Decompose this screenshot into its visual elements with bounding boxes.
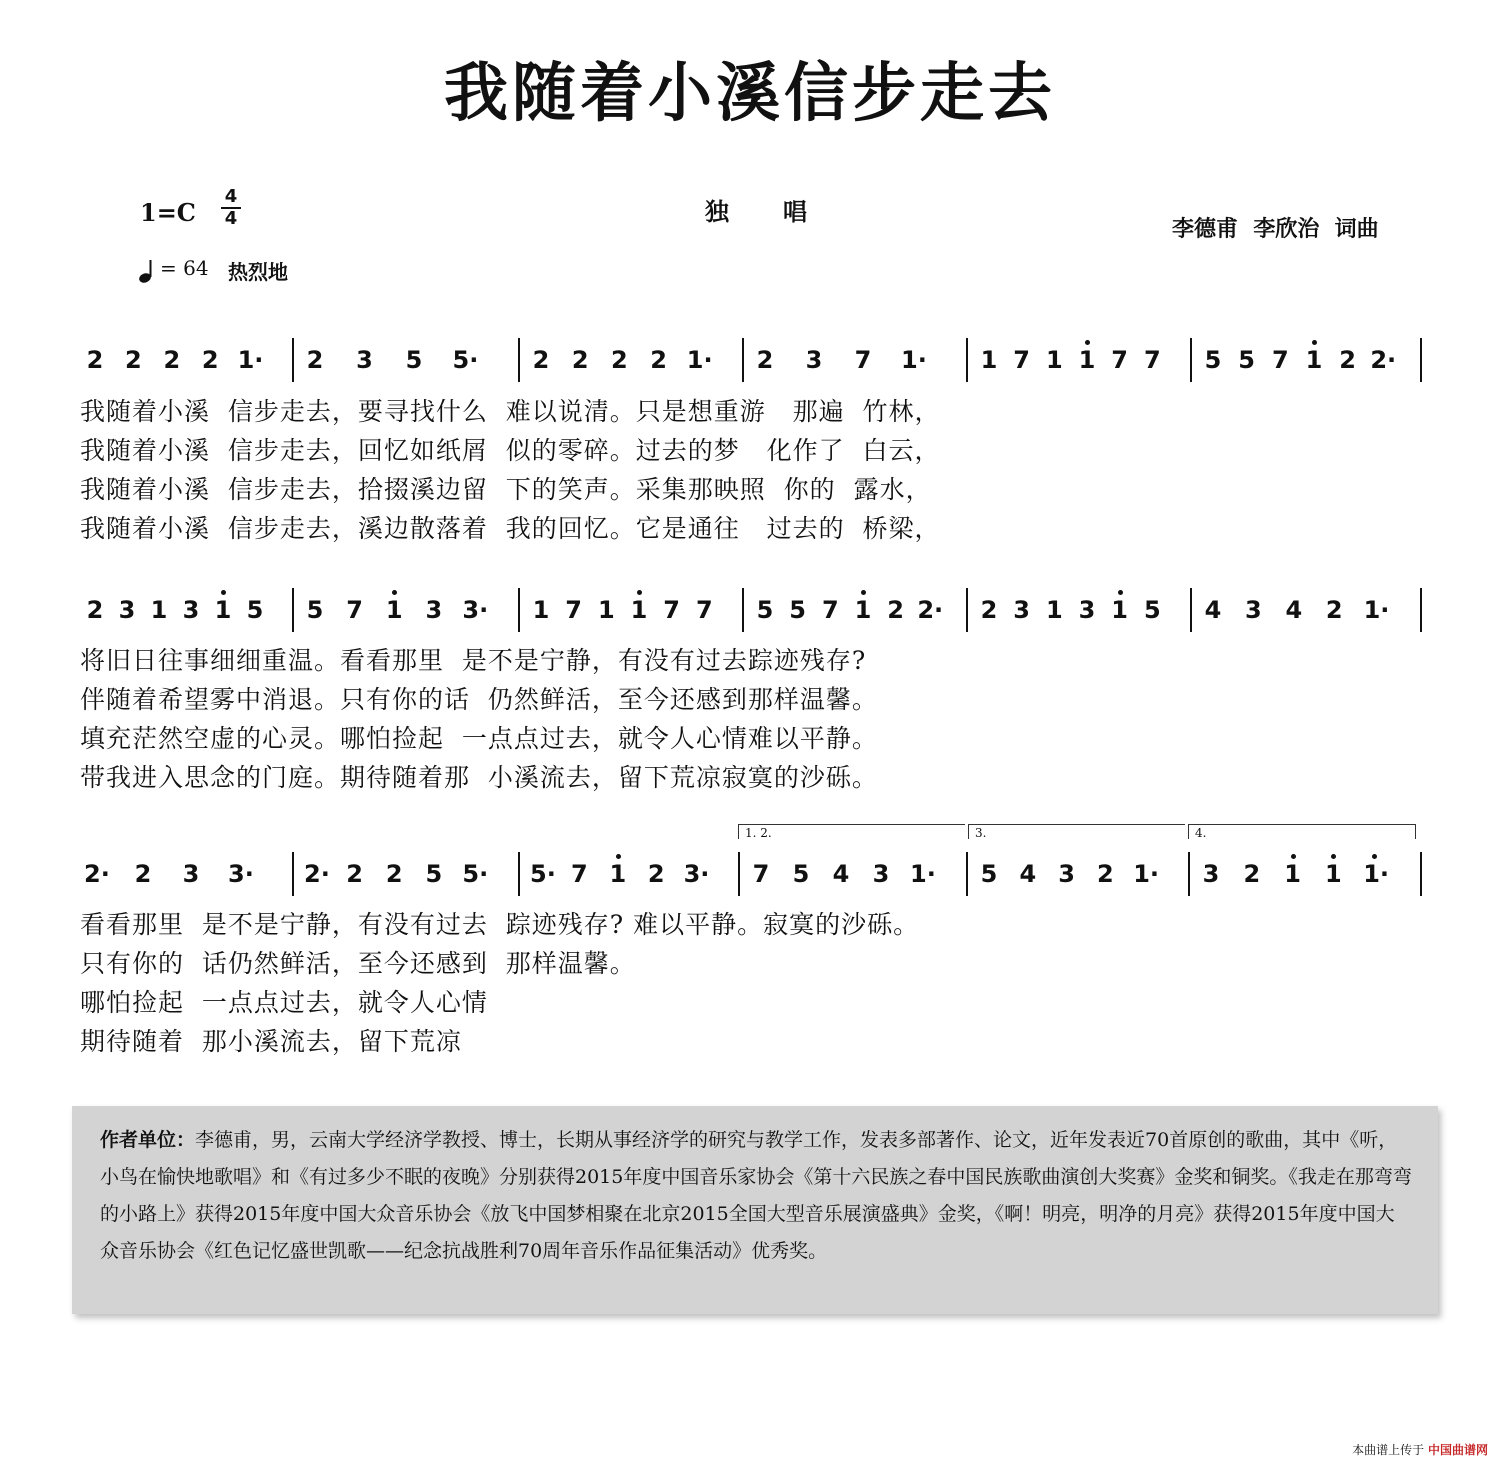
note: 5 xyxy=(789,596,806,624)
note: 1 xyxy=(1284,860,1301,888)
barline xyxy=(1420,588,1422,632)
note: 7 xyxy=(663,596,680,624)
note: 1 xyxy=(630,596,648,624)
note: 5 xyxy=(306,596,324,624)
note: 1 xyxy=(1078,346,1096,374)
lyric-line: 期待随着 那小溪流去，留下荒凉 xyxy=(80,1027,462,1056)
note: 3 xyxy=(1078,596,1096,624)
barline xyxy=(518,338,520,382)
bio-label: 作者单位： xyxy=(100,1129,196,1151)
note: 5 xyxy=(1204,346,1222,374)
note: 2· xyxy=(917,596,944,624)
volta-1-2: 1. 2. xyxy=(738,824,965,839)
note: 1· xyxy=(901,346,927,374)
note: 2 xyxy=(1339,346,1356,374)
note: 3 xyxy=(356,346,373,374)
volta-4: 4. xyxy=(1188,824,1416,839)
note: 2 xyxy=(125,346,142,374)
high-octave-dot xyxy=(392,590,397,595)
note: 2 xyxy=(1097,860,1114,888)
high-octave-dot xyxy=(1372,854,1377,859)
note: 2 xyxy=(86,346,104,374)
note: 2 xyxy=(134,860,152,888)
time-signature-bottom: 4 xyxy=(224,208,238,229)
high-octave-dot xyxy=(221,590,226,595)
barline xyxy=(518,588,520,632)
note: 5· xyxy=(530,860,556,888)
note: 3 xyxy=(805,346,823,374)
high-octave-dot xyxy=(1312,340,1317,345)
note: 5· xyxy=(462,860,489,888)
author-bio xyxy=(100,1122,1412,1270)
note: 3· xyxy=(462,596,489,624)
note: 5 xyxy=(980,860,998,888)
barline xyxy=(518,852,520,896)
footer-credit xyxy=(1352,1441,1488,1458)
note: 3 xyxy=(872,860,890,888)
note: 1 xyxy=(150,596,168,624)
note: 5 xyxy=(425,860,443,888)
barline xyxy=(292,338,294,382)
note: 7 xyxy=(854,346,872,374)
lyric-line: 带我进入思念的门庭。期待随着那 小溪流去，留下荒凉寂寞的沙砾。 xyxy=(80,763,878,792)
note: 4 xyxy=(1019,860,1037,888)
note: 7 xyxy=(752,860,770,888)
barline xyxy=(1190,338,1192,382)
note: 1 xyxy=(1045,346,1063,374)
note: 2· xyxy=(304,860,330,888)
note: 4 xyxy=(1204,596,1222,624)
note: 1 xyxy=(214,596,232,624)
tempo-mark: 热烈地 xyxy=(228,260,288,284)
note: 1 xyxy=(532,596,550,624)
note: 4 xyxy=(1285,596,1303,624)
barline xyxy=(742,338,744,382)
high-octave-dot xyxy=(1118,590,1123,595)
note: 2· xyxy=(84,860,110,888)
lyric-line: 我随着小溪 信步走去，拾掇溪边留 下的笑声。采集那映照 你的 露水， xyxy=(80,475,932,504)
note: 1 xyxy=(1325,860,1342,888)
note: 1 xyxy=(1305,346,1323,374)
note: 3 xyxy=(1245,596,1262,624)
note: 1 xyxy=(980,346,998,374)
barline xyxy=(1190,588,1192,632)
note: 2 xyxy=(647,860,665,888)
note: 1· xyxy=(1363,596,1390,624)
performance-style: 独唱 xyxy=(705,198,861,226)
note: 5 xyxy=(246,596,264,624)
lyric-line: 将旧日往事细细重温。看看那里 是不是宁静，有没有过去踪迹残存? xyxy=(80,646,867,675)
lyric-line: 看看那里 是不是宁静，有没有过去 踪迹残存? 难以平静。寂寞的沙砾。 xyxy=(80,910,920,939)
time-signature xyxy=(220,188,242,228)
note: 1· xyxy=(686,346,713,374)
note: 2 xyxy=(163,346,181,374)
note: 7 xyxy=(695,596,713,624)
note: 7 xyxy=(565,596,582,624)
note: 3· xyxy=(228,860,254,888)
note: 2 xyxy=(571,346,589,374)
note: 7 xyxy=(1143,346,1161,374)
note: 1 xyxy=(385,596,403,624)
quarter-note-icon xyxy=(138,258,156,284)
song-title: 我随着小溪信步走去 xyxy=(444,57,1056,131)
authors: 李德甫 李欣治 词曲 xyxy=(1172,217,1379,242)
author-bio-box xyxy=(72,1106,1438,1314)
time-signature-top: 4 xyxy=(224,186,238,207)
high-octave-dot xyxy=(861,590,866,595)
note: 1 xyxy=(609,860,627,888)
note: 3 xyxy=(182,596,200,624)
barline xyxy=(1420,338,1422,382)
note: 3 xyxy=(1013,596,1030,624)
note: 3 xyxy=(118,596,136,624)
note: 5· xyxy=(452,346,479,374)
note: 7 xyxy=(346,596,363,624)
barline xyxy=(966,588,968,632)
high-octave-dot xyxy=(1331,854,1336,859)
note: 4 xyxy=(832,860,850,888)
note: 7 xyxy=(1271,346,1289,374)
lyric-line: 我随着小溪 信步走去，回忆如纸屑 似的零碎。过去的梦 化作了 白云， xyxy=(80,436,941,465)
note: 3 xyxy=(182,860,200,888)
note: 1· xyxy=(910,860,936,888)
note: 2 xyxy=(1325,596,1343,624)
note: 7 xyxy=(1111,346,1128,374)
note: 3 xyxy=(425,596,443,624)
note: 2 xyxy=(385,860,403,888)
note: 5 xyxy=(405,346,423,374)
note: 2 xyxy=(756,346,774,374)
note: 1 xyxy=(854,596,872,624)
high-octave-dot xyxy=(637,590,642,595)
note: 2 xyxy=(306,346,324,374)
footer-site: 中国曲谱网 xyxy=(1427,1443,1488,1457)
note: 3· xyxy=(683,860,710,888)
barline xyxy=(966,338,968,382)
note: 5 xyxy=(792,860,810,888)
note: 1 xyxy=(1111,596,1128,624)
high-octave-dot xyxy=(616,854,621,859)
barline xyxy=(966,852,968,896)
footer-prefix: 本曲谱上传于 xyxy=(1352,1443,1425,1457)
barline xyxy=(292,852,294,896)
note: 3 xyxy=(1202,860,1220,888)
note: 2 xyxy=(1243,860,1261,888)
key-signature: 1=C xyxy=(140,198,196,227)
lyric-line: 哪怕捡起 一点点过去，就令人心情 xyxy=(80,988,488,1017)
lyric-line: 伴随着希望雾中消退。只有你的话 仍然鲜活，至今还感到那样温馨。 xyxy=(80,685,878,714)
note: 2· xyxy=(1370,346,1397,374)
note: 7 xyxy=(571,860,588,888)
barline xyxy=(742,588,744,632)
lyric-line: 填充茫然空虚的心灵。哪怕捡起 一点点过去，就令人心情难以平静。 xyxy=(80,724,878,753)
high-octave-dot xyxy=(1085,340,1090,345)
note: 7 xyxy=(821,596,839,624)
note: 5 xyxy=(756,596,774,624)
lyric-line: 我随着小溪 信步走去，溪边散落着 我的回忆。它是通往 过去的 桥梁， xyxy=(80,514,941,543)
barline xyxy=(1420,852,1422,896)
note: 2 xyxy=(611,346,628,374)
lyric-line: 我随着小溪 信步走去，要寻找什么 难以说清。只是想重游 那遍 竹林， xyxy=(80,397,941,426)
note: 1 xyxy=(1045,596,1063,624)
note: 2 xyxy=(887,596,904,624)
tempo-value: = 64 xyxy=(160,256,209,280)
high-octave-dot xyxy=(1291,854,1296,859)
note: 2 xyxy=(980,596,998,624)
note: 1· xyxy=(1363,860,1390,888)
note: 1· xyxy=(1133,860,1160,888)
note: 2 xyxy=(346,860,363,888)
note: 2 xyxy=(532,346,550,374)
note: 5 xyxy=(1238,346,1255,374)
barline xyxy=(1188,852,1190,896)
note: 2 xyxy=(650,346,667,374)
note: 2 xyxy=(86,596,104,624)
lyric-line: 只有你的 话仍然鲜活，至今还感到 那样温馨。 xyxy=(80,949,636,978)
note: 3 xyxy=(1058,860,1075,888)
note: 2 xyxy=(201,346,219,374)
note: 1 xyxy=(597,596,615,624)
barline xyxy=(738,852,740,896)
note: 1· xyxy=(237,346,264,374)
barline xyxy=(292,588,294,632)
bio-text: 李德甫，男，云南大学经济学教授、博士，长期从事经济学的研究与教学工作，发表多部著作、论文，近年发表近70首原创的歌曲，其中《听，小鸟在愉快地歌唱》和《有过多少不眠的夜晚》分别获得2015年度中国音乐家协会《第十六民族之春中国民族歌曲演创大奖赛》金奖和铜奖。《我走在那弯弯的小路上》获得2015年度中国大众音乐协会《放飞中国梦相聚在北京2015全国大型音乐展演盛典》金奖，《啊！明亮，明净的月亮》获得2015年度中国大众音乐协会《红色记忆盛世凯歌——纪念抗战胜利70周年音乐作品征集活动》优秀奖。 xyxy=(100,1129,1412,1262)
note: 7 xyxy=(1013,346,1030,374)
note: 5 xyxy=(1143,596,1161,624)
volta-3: 3. xyxy=(968,824,1185,839)
